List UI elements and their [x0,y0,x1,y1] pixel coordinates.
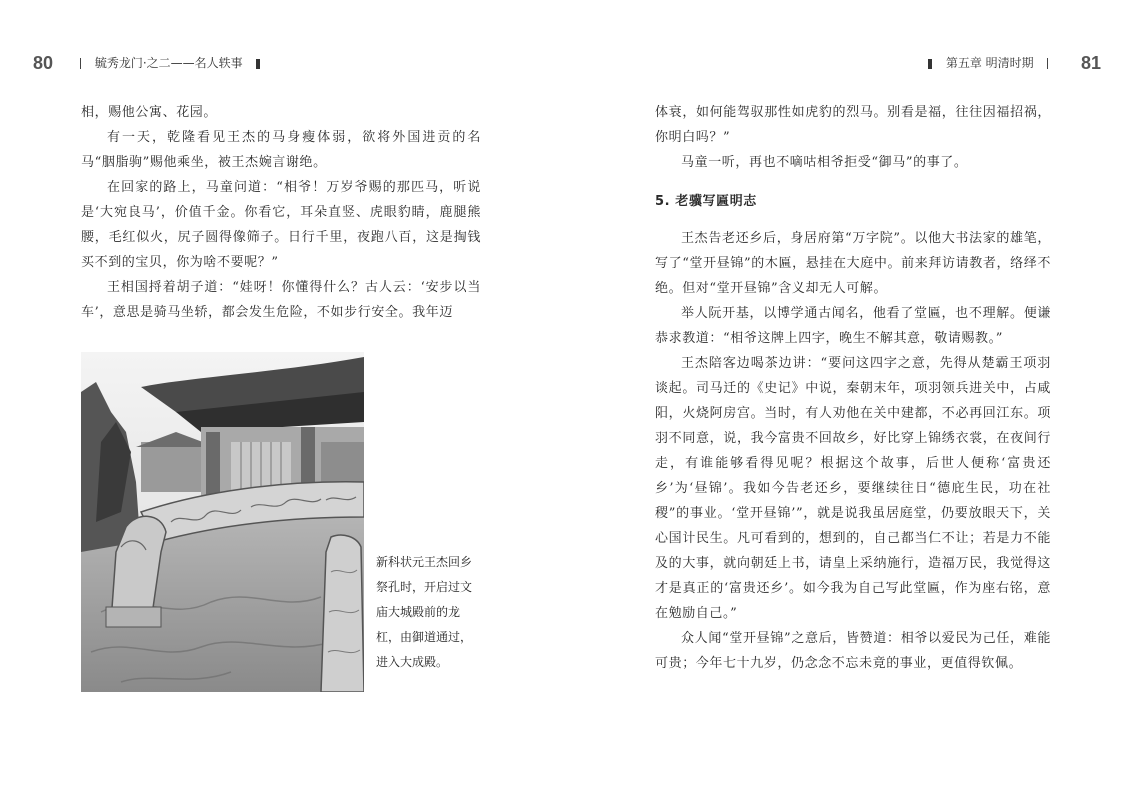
right-running-head [918,54,1058,71]
header-marker [256,59,260,69]
left-running-head-text: 毓秀龙门·之二——名人轶事 [94,56,243,70]
left-running-head [70,54,270,71]
paragraph: 王杰告老还乡后，身居府第“万字院”。以他大书法家的雄笔，写了“堂开昼锦”的木匾，悬挂在大庭中。前来拜访请教者，络绎不绝。但对“堂开昼锦”含义却无人可解。 [655,231,1051,296]
paragraph: 王相国捋着胡子道：“娃呀！你懂得什么？古人云：‘安步以当车’，意思是骑马坐轿，都会发生危险，不如步行安全。我年迈 [81,280,481,320]
section-heading: 5. 老骥写匾明志 [655,194,757,209]
paragraph: 马童一听，再也不嘀咕相爷拒受“御马”的事了。 [681,155,968,170]
left-page-number: 80 [33,53,54,73]
photo-caption: 新科状元王杰回乡祭孔时，开启过文庙大城殿前的龙杠，由御道通过，进入大成殿。 [376,555,473,669]
temple-photo [81,352,364,692]
paragraph: 王杰陪客边喝茶边讲：“要问这四字之意，先得从楚霸王项羽谈起。司马迁的《史记》中说，秦朝末年，项羽领兵进关中，占咸阳，火烧阿房宫。当时，有人劝他在关中建都，不必再回江东。项羽不同意，说，我今富贵不回故乡，好比穿上锦绣衣裳，在夜间行走，有谁能够看得见呢？根据这个故事，后世人便称‘富贵还乡’为‘昼锦’。我如今告老还乡，要继续往日“德庇生民，功在社稷”的事业。‘堂开昼锦’”，就是说我虽居庭堂，仍要放眼天下，关心国计民生。凡可看到的，想到的，自己都当仁不让；若是力不能及的大事，就向朝廷上书，请皇上采纳施行，造福万民，我觉得这才是真正的‘富贵还乡’。如今我为自己写此堂匾，作为座右铭，意在勉励自己。” [655,356,1051,621]
header-divider [1047,58,1048,69]
right-body-text [655,100,1051,676]
paragraph: 在回家的路上，马童问道：“相爷！万岁爷赐的那匹马，听说是‘大宛良马’，价值千金。你看它，耳朵直竖、虎眼豹睛，鹿腿熊腰，毛红似火，尻子圆得像筛子。日行千里，夜跑八百，这是掏钱买不到的宝贝，你为啥不要呢？” [81,180,481,270]
paragraph: 有一天，乾隆看见王杰的马身瘦体弱，欲将外国进贡的名马“胭脂驹”赐他乘坐，被王杰婉言谢绝。 [81,130,481,170]
right-page-number: 81 [1081,53,1102,73]
paragraph: 众人闻“堂开昼锦”之意后，皆赞道：相爷以爱民为己任，难能可贵；今年七十九岁，仍念念不忘未竟的事业，更值得钦佩。 [655,631,1051,671]
paragraph: 相，赐他公寓、花园。 [81,105,218,120]
paragraph: 举人阮开基，以博学通古闻名，他看了堂匾，也不理解。便谦恭求教道：“相爷这牌上四字，晚生不解其意，敬请赐教。” [655,306,1051,346]
right-running-head-text: 第五章 明清时期 [945,56,1034,70]
header-divider [80,58,81,69]
paragraph: 体衰，如何能驾驭那性如虎豹的烈马。别看是福，往往因福招祸，你明白吗？” [655,105,1051,145]
header-marker [928,59,932,69]
left-body-text [81,100,481,325]
